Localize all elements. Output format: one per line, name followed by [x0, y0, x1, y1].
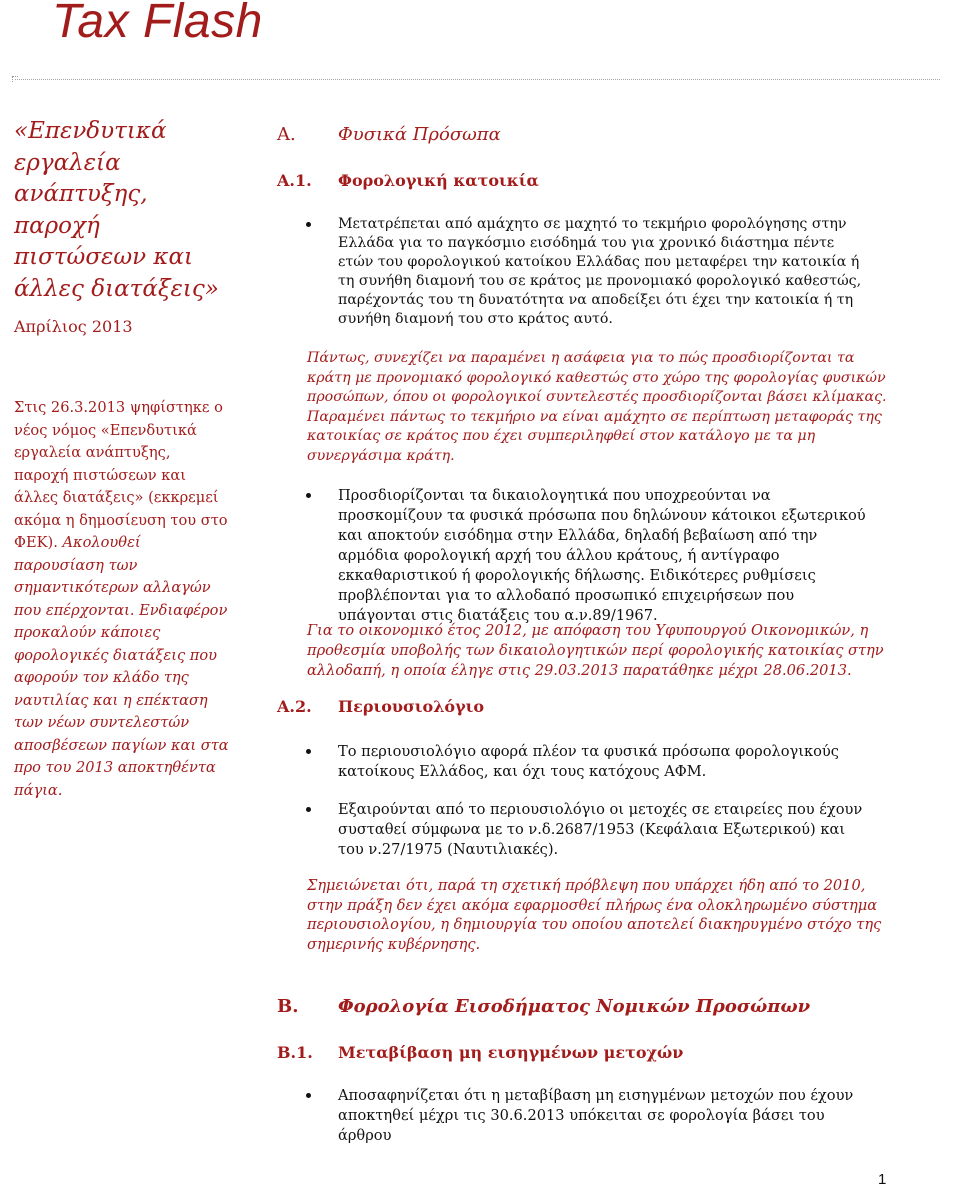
page-number: 1 — [878, 1171, 887, 1188]
bullet-icon — [306, 807, 311, 812]
sidebar-intro-italic: Ακολουθεί παρουσίαση των σημαντικότερων αλλαγών που επέρχονται. Ενδιαφέρον προκαλούν κάποιες φορολογικές διατάξεις που αφορούν τον κλάδο της ναυτιλίας και η επέκταση των νέων συντελεστών αποσβέσεων παγίων και στα προ του 2013 αποκτηθέντα πάγια. — [14, 534, 229, 799]
sidebar-title: «Επενδυτικά εργαλεία ανάπτυξης, παροχή πιστώσεων και άλλες διατάξεις» — [14, 118, 219, 302]
sidebar-date: Απρίλιος 2013 — [14, 317, 133, 336]
section-a2-heading — [277, 697, 484, 716]
list-item — [306, 215, 873, 329]
bullet-icon — [306, 749, 311, 754]
italic-note: Για το οικονομικό έτος 2012, με απόφαση του Υφυπουργού Οικονομικών, η προθεσμία υποβολής των δικαιολογητικών περί φορολογικής κατοικίας στην αλλοδαπή, η οποία έληγε στις 29.03.2013 παρατάθηκε μέχρι 28.06.2013. — [307, 622, 884, 679]
italic-note: Πάντως, συνεχίζει να παραμένει η ασάφεια για το πώς προσδιορίζονται τα κράτη με προνομιακό φορολογικό καθεστώς στο χώρο της φορολογίας φυσικών προσώπων, όπου οι φορολογικοί συντελεστές προσδιορίζονται βάσει κλίμακας. Παραμένει πάντως το τεκμήριο να είναι αμάχητο σε περίπτωση μεταφοράς της κατοικίας σε κράτος που έχει συμπεριληφθεί στον κατάλογο με τα μη συνεργάσιμα κράτη. — [307, 350, 887, 464]
sidebar — [14, 0, 229, 1190]
bullet-text: Το περιουσιολόγιο αφορά πλέον τα φυσικά πρόσωπα φορολογικούς κατοίκους Ελλάδος, και όχι τους κατόχους ΑΦΜ. — [338, 743, 839, 780]
section-a1-title: Φορολογική κατοικία — [338, 171, 539, 190]
list-item — [306, 486, 873, 626]
section-a2-number: Α.2. — [277, 697, 312, 716]
list-item — [306, 800, 873, 860]
brand-title: Tax Flash — [52, 0, 263, 48]
section-a-title: Φυσικά Πρόσωπα — [338, 124, 501, 145]
sidebar-intro-text: Στις 26.3.2013 ψηφίστηκε ο νέος νόμος «Επενδυτικά εργαλεία ανάπτυξης, παροχή πιστώσεων και άλλες διατάξεις» (εκκρεμεί ακόμα η δημοσίευση του στο ΦΕΚ). — [14, 399, 228, 551]
bullet-icon — [306, 1093, 311, 1098]
sidebar-intro — [14, 397, 229, 802]
bullet-icon — [306, 493, 311, 498]
list-item — [306, 1086, 873, 1146]
bullet-text: Μετατρέπεται από αμάχητο σε μαχητό το τεκμήριο φορολόγησης στην Ελλάδα για το παγκόσμιο εισόδημά του για χρονικό διάστημα πέντε ετών του φορολογικού κατοίκου Ελλάδας που μεταφέρει την κατοικία ή τη συνήθη διαμονή του σε κράτος με προνομιακό φορολογικό καθεστώς, παρέχοντάς του τη δυνατότητα να αποδείξει ότι έχει την κατοικία ή τη συνήθη διαμονή του στο κράτος αυτό. — [338, 216, 862, 327]
section-a1-heading — [277, 171, 539, 190]
bullet-icon — [306, 222, 311, 227]
section-a2-title: Περιουσιολόγιο — [338, 697, 485, 716]
section-a1-number: Α.1. — [277, 171, 312, 190]
section-a-heading — [277, 124, 501, 145]
section-b-number: Β. — [277, 996, 299, 1017]
section-b-heading — [277, 996, 810, 1017]
section-b-title: Φορολογία Εισοδήματος Νομικών Προσώπων — [338, 996, 811, 1017]
bullet-text: Προσδιορίζονται τα δικαιολογητικά που υποχρεούνται να προσκομίζουν τα φυσικά πρόσωπα που δηλώνουν κάτοικοι εξωτερικού και αποκτούν εισόδημα στην Ελλάδα, δηλαδή βεβαίωση από την αρμόδια φορολογική αρχή του άλλου κράτους, ή αντίγραφο εκκαθαριστικού ή φορολογικής δήλωσης. Ειδικότερες ρυθμίσεις προβλέπονται για το αλλοδαπό προσωπικό επιχειρήσεων που υπάγονται στις διατάξεις του α.ν.89/1967. — [338, 487, 866, 624]
section-b1-number: Β.1. — [277, 1043, 313, 1062]
italic-note: Σημειώνεται ότι, παρά τη σχετική πρόβλεψη που υπάρχει ήδη από το 2010, στην πράξη δεν έχει ακόμα εφαρμοσθεί πλήρως ένα ολοκληρωμένο σύστημα περιουσιολογίου, η δημιουργία του οποίου αποτελεί διακηρυγμένο στόχο της σημερινής κυβέρνησης. — [307, 877, 882, 953]
section-b1-heading — [277, 1043, 683, 1062]
bullet-text: Εξαιρούνται από το περιουσιολόγιο οι μετοχές σε εταιρείες που έχουν συσταθεί σύμφωνα με το ν.δ.2687/1953 (Κεφάλαια Εξωτερικού) και του ν.27/1975 (Ναυτιλιακές). — [338, 801, 863, 858]
section-b1-title: Μεταβίβαση μη εισηγμένων μετοχών — [338, 1043, 684, 1062]
list-item — [306, 742, 873, 782]
bullet-text: Αποσαφηνίζεται ότι η μεταβίβαση μη εισηγμένων μετοχών που έχουν αποκτηθεί μέχρι τις 30.6.2013 υπόκειται σε φορολογία βάσει του άρθρου — [338, 1087, 854, 1144]
section-a-number: Α. — [277, 124, 296, 145]
